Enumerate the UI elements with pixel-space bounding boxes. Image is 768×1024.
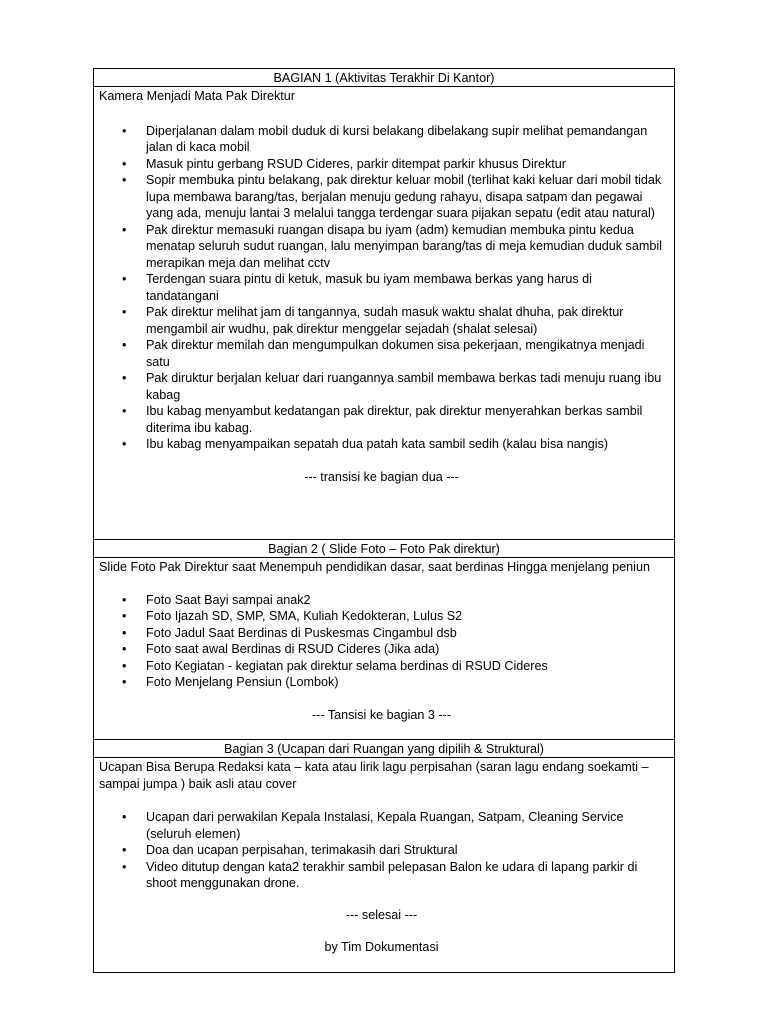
section-3-body	[94, 759, 674, 972]
list-item-text: Diperjalanan dalam mobil duduk di kursi belakang dibelakang supir melihat pemandangan jalan di kaca mobil	[146, 123, 648, 154]
section-1-transition: --- transisi ke bagian dua ---	[304, 469, 459, 484]
bullet-icon: •	[122, 675, 127, 689]
list-item-text: Foto Ijazah SD, SMP, SMA, Kuliah Kedokteran, Lulus S2	[146, 609, 463, 623]
list-item	[99, 625, 664, 642]
section-3-header: Bagian 3 (Ucapan dari Ruangan yang dipilih & Struktural)	[94, 739, 674, 758]
list-item-text: Foto saat awal Berdinas di RSUD Cideres (Jika ada)	[146, 642, 440, 656]
bullet-icon: •	[122, 592, 127, 607]
bullet-icon: •	[122, 404, 127, 418]
list-item-text: Ibu kabag menyampaikan sepatah dua patah kata sambil sedih (kalau bisa nangis)	[146, 437, 609, 451]
list-item-text: Ucapan dari perwakilan Kepala Instalasi, Kepala Ruangan, Satpam, Cleaning Service (seluruh elemen)	[146, 810, 624, 841]
section-1-intro: Kamera Menjadi Mata Pak Direktur	[99, 89, 295, 103]
list-item-text: Pak direktur memasuki ruangan disapa bu iyam (adm) kemudian membuka pintu kedua menatap seluruh sudut ruangan, lalu menyimpan barang/tas di meja kemudian duduk sambil merapikan meja dan melihat cctv	[146, 222, 662, 270]
list-item-text: Pak direktur memilah dan mengumpulkan dokumen sisa pekerjaan, mengikatnya menjadi satu	[146, 338, 645, 369]
section-1-header: BAGIAN 1 (Aktivitas Terakhir Di Kantor)	[94, 69, 674, 87]
bullet-icon: •	[122, 859, 127, 874]
list-item	[99, 641, 664, 658]
bullet-icon: •	[122, 123, 127, 138]
list-item	[99, 658, 664, 675]
list-item	[99, 403, 664, 436]
list-item-text: Doa dan ucapan perpisahan, terimakasih dari Struktural	[146, 843, 458, 857]
bullet-icon: •	[122, 272, 127, 286]
bullet-icon: •	[122, 642, 127, 656]
list-item	[99, 436, 664, 453]
bullet-icon: •	[122, 625, 127, 640]
list-item-text: Foto Saat Bayi sampai anak2	[146, 592, 311, 607]
list-item	[99, 172, 664, 222]
list-item-text: Foto Menjelang Pensiun (Lombok)	[146, 675, 339, 689]
section-1-list	[99, 123, 664, 453]
bullet-icon: •	[122, 222, 127, 237]
list-item	[99, 123, 664, 156]
bullet-icon: •	[122, 609, 127, 623]
section-2-intro: Slide Foto Pak Direktur saat Menempuh pendidikan dasar, saat berdinas Hingga menjelang peniun	[99, 560, 650, 574]
bullet-icon: •	[122, 810, 127, 824]
bullet-icon: •	[122, 371, 127, 385]
list-item	[99, 842, 664, 859]
list-item	[99, 337, 664, 370]
list-item	[99, 608, 664, 625]
bullet-icon: •	[122, 437, 127, 451]
bullet-icon: •	[122, 156, 127, 171]
section-2-transition: --- Tansisi ke bagian 3 ---	[311, 707, 452, 722]
list-item-text: Pak direktur melihat jam di tangannya, sudah masuk waktu shalat dhuha, pak direktur mengambil air wudhu, pak direktur menggelar sejadah (shalat selesai)	[146, 305, 624, 336]
list-item	[99, 674, 664, 691]
section-3-closing: --- selesai ---	[345, 907, 418, 922]
list-item-text: Sopir membuka pintu belakang, pak direktur keluar mobil (terlihat kaki keluar dari mobil tidak lupa membawa barang/tas, berjalan menuju gedung rahayu, disapa satpam dan pegawai yang ada, menuju lantai 3 melalui tangga terdengar suara pijakan sepatu (edit atau natural)	[146, 173, 662, 220]
list-item	[99, 304, 664, 337]
section-1-body	[94, 88, 674, 539]
list-item	[99, 271, 664, 304]
list-item-text: Foto Jadul Saat Berdinas di Puskesmas Cingambul dsb	[146, 625, 457, 640]
section-3-intro: Ucapan Bisa Berupa Redaksi kata – kata atau lirik lagu perpisahan (saran lagu endang soekamti – sampai jumpa ) baik asli atau cover	[99, 760, 649, 791]
section-2-header: Bagian 2 ( Slide Foto – Foto Pak direktur)	[94, 539, 674, 558]
script-table	[93, 68, 675, 973]
list-item-text: Terdengan suara pintu di ketuk, masuk bu iyam membawa berkas yang harus di tandatangani	[146, 272, 592, 303]
list-item-text: Pak diruktur berjalan keluar dari ruangannya sambil membawa berkas tadi menuju ruang ibu kabag	[146, 371, 662, 402]
list-item	[99, 809, 664, 842]
list-item-text: Video ditutup dengan kata2 terakhir sambil pelepasan Balon ke udara di lapang parkir di shoot menggunakan drone.	[146, 859, 638, 890]
list-item	[99, 156, 664, 173]
list-item-text: Ibu kabag menyambut kedatangan pak direktur, pak direktur menyerahkan berkas sambil diterima ibu kabag.	[146, 404, 643, 435]
list-item	[99, 859, 664, 892]
bullet-icon: •	[122, 305, 127, 319]
list-item	[99, 222, 664, 272]
bullet-icon: •	[122, 658, 127, 673]
list-item-text: Masuk pintu gerbang RSUD Cideres, parkir ditempat parkir khusus Direktur	[146, 156, 566, 171]
section-3-credit: by Tim Dokumentasi	[324, 940, 439, 954]
bullet-icon: •	[122, 338, 127, 352]
bullet-icon: •	[122, 173, 127, 187]
section-2-list	[99, 592, 664, 691]
section-2-body	[94, 559, 674, 739]
list-item-text: Foto Kegiatan - kegiatan pak direktur selama berdinas di RSUD Cideres	[146, 658, 548, 673]
list-item	[99, 592, 664, 609]
bullet-icon: •	[122, 843, 127, 857]
section-3-list	[99, 809, 664, 892]
list-item	[99, 370, 664, 403]
